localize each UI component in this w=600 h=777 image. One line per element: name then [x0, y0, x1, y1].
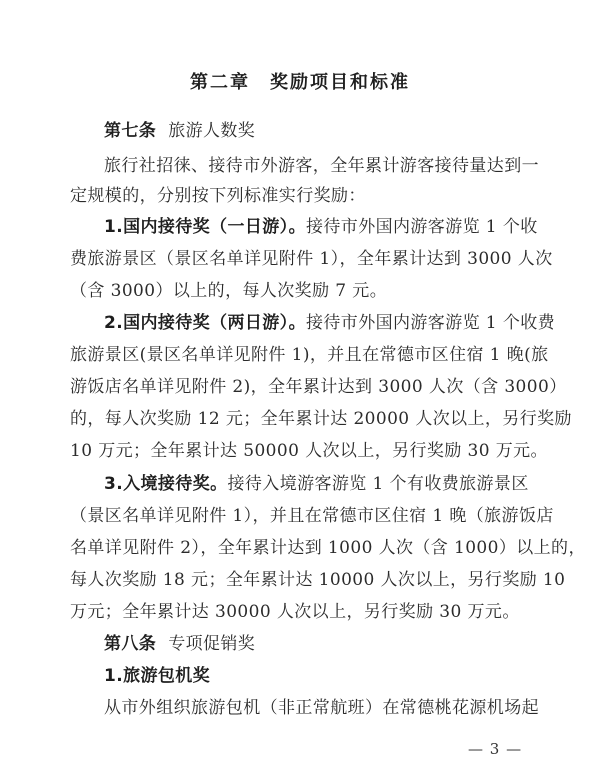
- item-1-label: 1.国内接待奖（一日游）。: [104, 217, 306, 237]
- chapter-title: 第二章 奖励项目和标准: [190, 72, 410, 93]
- article-8-heading-line: [104, 633, 255, 655]
- article-8-subheading: 1.旅游包机奖: [104, 666, 211, 686]
- paragraph-line: 旅行社招徕、接待市外游客，全年累计游客接待量达到一: [104, 156, 539, 176]
- paragraph-line: 的，每人次奖励 12 元；全年累计达 20000 人次以上，另行奖励: [70, 409, 572, 429]
- item-1-first-line: [104, 216, 538, 238]
- paragraph-line: 从市外组织旅游包机（非正常航班）在常德桃花源机场起: [104, 698, 539, 718]
- paragraph-line: 费旅游景区（景区名单详见附件 1），全年累计达到 3000 人次: [70, 249, 553, 269]
- paragraph-line: 10 万元；全年累计达 50000 人次以上，另行奖励 30 万元。: [70, 441, 548, 461]
- item-3-first-line: [104, 473, 529, 495]
- article-7-heading-line: [104, 120, 255, 142]
- paragraph-line: 定规模的，分别按下列标准实行奖励：: [70, 186, 366, 206]
- paragraph-line: 万元；全年累计达 30000 人次以上，另行奖励 30 万元。: [70, 602, 520, 622]
- article-7-heading: 第七条: [104, 121, 157, 141]
- paragraph-line: 游饭店名单详见附件 2)，全年累计达到 3000 人次（含 3000）: [70, 377, 567, 397]
- item-3-text: 接待入境游客游览 1 个有收费旅游景区: [227, 474, 529, 494]
- article-8-title: 专项促销奖: [168, 634, 256, 654]
- article-8-heading: 第八条: [104, 634, 157, 654]
- paragraph-line: （景区名单详见附件 1），并且在常德市区住宿 1 晚（旅游饭店: [70, 506, 554, 526]
- page-number: — 3 —: [468, 740, 523, 758]
- paragraph-line: 旅游景区(景区名单详见附件 1)，并且在常德市区住宿 1 晚(旅: [70, 345, 549, 365]
- item-2-first-line: [104, 312, 555, 334]
- item-2-text: 接待市外国内游客游览 1 个收费: [306, 313, 556, 333]
- paragraph-line: 名单详见附件 2），全年累计达到 1000 人次（含 1000）以上的，: [70, 538, 586, 558]
- item-2-label: 2.国内接待奖（两日游）。: [104, 313, 306, 333]
- paragraph-line: （含 3000）以上的，每人次奖励 7 元。: [70, 281, 388, 301]
- article-7-title: 旅游人数奖: [168, 121, 256, 141]
- item-1-text: 接待市外国内游客游览 1 个收: [306, 217, 538, 237]
- paragraph-line: 每人次奖励 18 元；全年累计达 10000 人次以上，另行奖励 10: [70, 570, 566, 590]
- item-3-label: 3.入境接待奖。: [104, 474, 228, 494]
